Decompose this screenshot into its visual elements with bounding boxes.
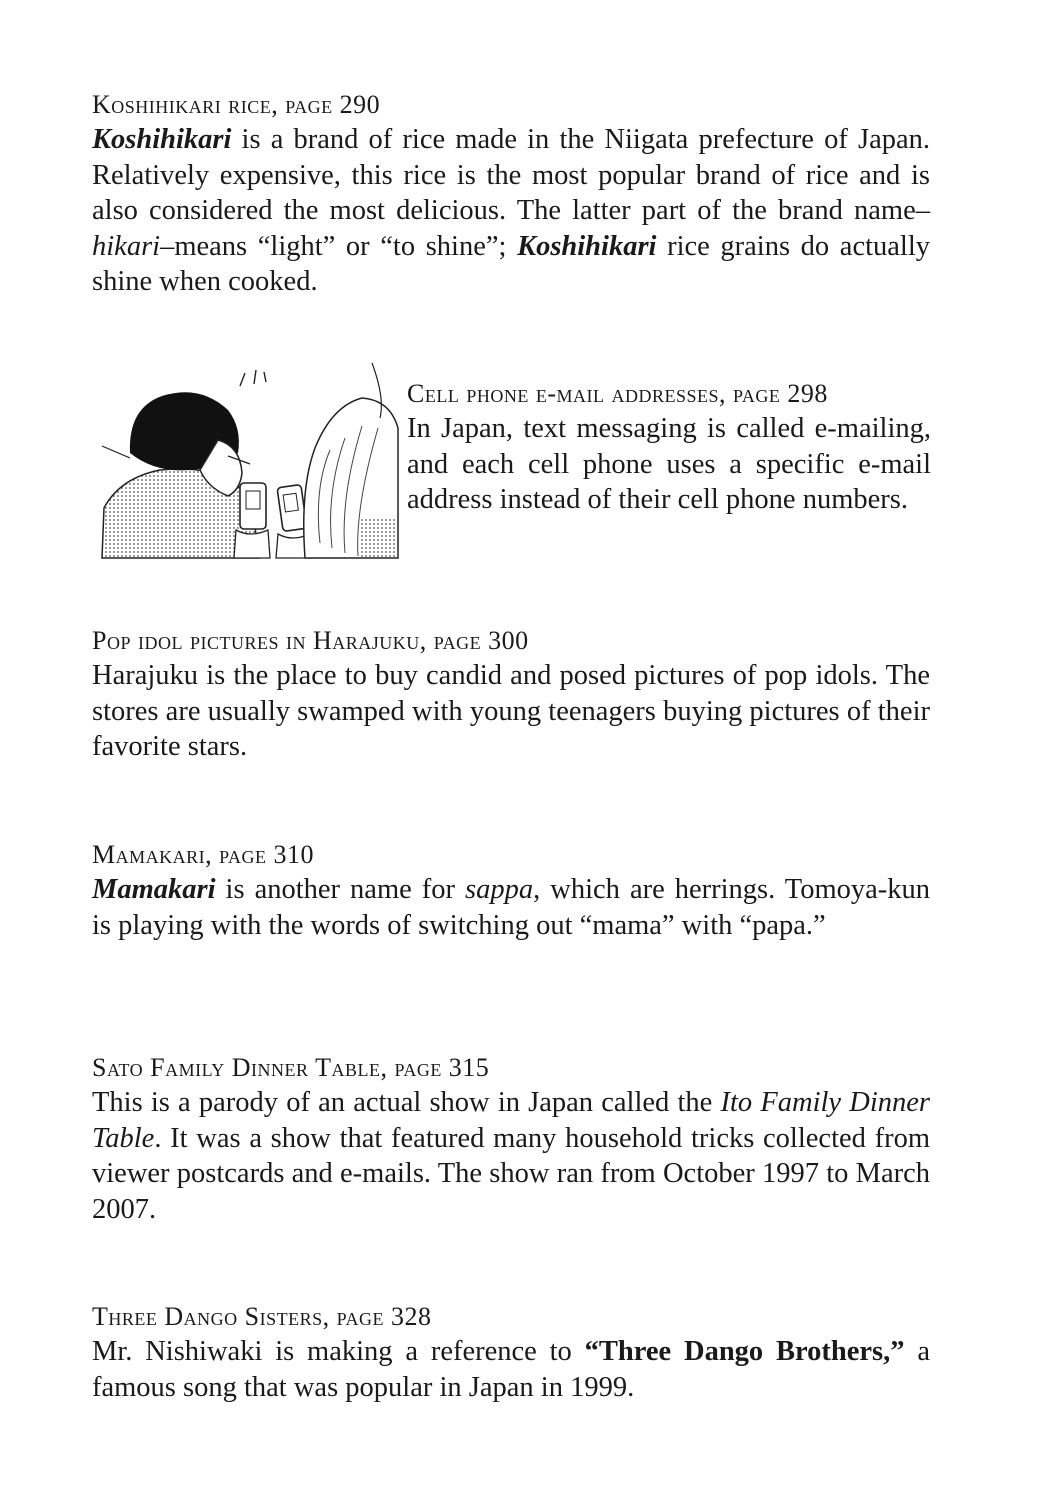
note-body: Harajuku is the place to buy candid and posed pictures of pop idols. The stores are usually swamped with young teenagers buying pictures of their favorite stars. (92, 660, 930, 762)
note-heading: Koshihikari rice, page 290 (92, 90, 381, 119)
note-heading: Cell phone e-mail addresses, page 298 (407, 379, 828, 408)
note-body: In Japan, text messaging is called e-mailing, and each cell phone uses a specific e-mail address instead of their cell phone numbers. (407, 413, 931, 515)
note-mamakari (92, 838, 930, 943)
note-heading: Pop idol pictures in Harajuku, page 300 (92, 626, 529, 655)
note-body: Mamakari is another name for sappa, which are herrings. Tomoya-kun is playing with the words of switching out “mama” with “papa.” (92, 874, 931, 941)
note-pop-idol-pictures (92, 624, 930, 765)
note-cell-phone-email (407, 377, 931, 518)
note-body: Koshihikari is a brand of rice made in the Niigata prefecture of Japan. Relatively expensive, this rice is the most popular brand of rice and is also considered the most delicious. The latter part of the brand name– hikari–means “light” or “to shine”; Koshihikari rice grains do actually shine when cooked. (92, 124, 930, 297)
note-koshihikari (92, 88, 930, 300)
note-heading: Mamakari, page 310 (92, 840, 314, 869)
note-sato-family-dinner-table (92, 1051, 930, 1227)
manga-illustration (100, 358, 400, 560)
note-heading: Three Dango Sisters, page 328 (92, 1302, 432, 1331)
note-body: Mr. Nishiwaki is making a reference to “Three Dango Brothers,” a famous song that was popular in Japan in 1999. (92, 1336, 930, 1403)
note-three-dango-sisters (92, 1300, 930, 1405)
cell-phone-users-illustration (100, 358, 400, 560)
note-body: This is a parody of an actual show in Japan called the Ito Family Dinner Table. It was a show that featured many household tricks collected from viewer postcards and e-mails. The show ran from October 1997 to March 2007. (92, 1087, 930, 1225)
note-heading: Sato Family Dinner Table, page 315 (92, 1053, 490, 1082)
